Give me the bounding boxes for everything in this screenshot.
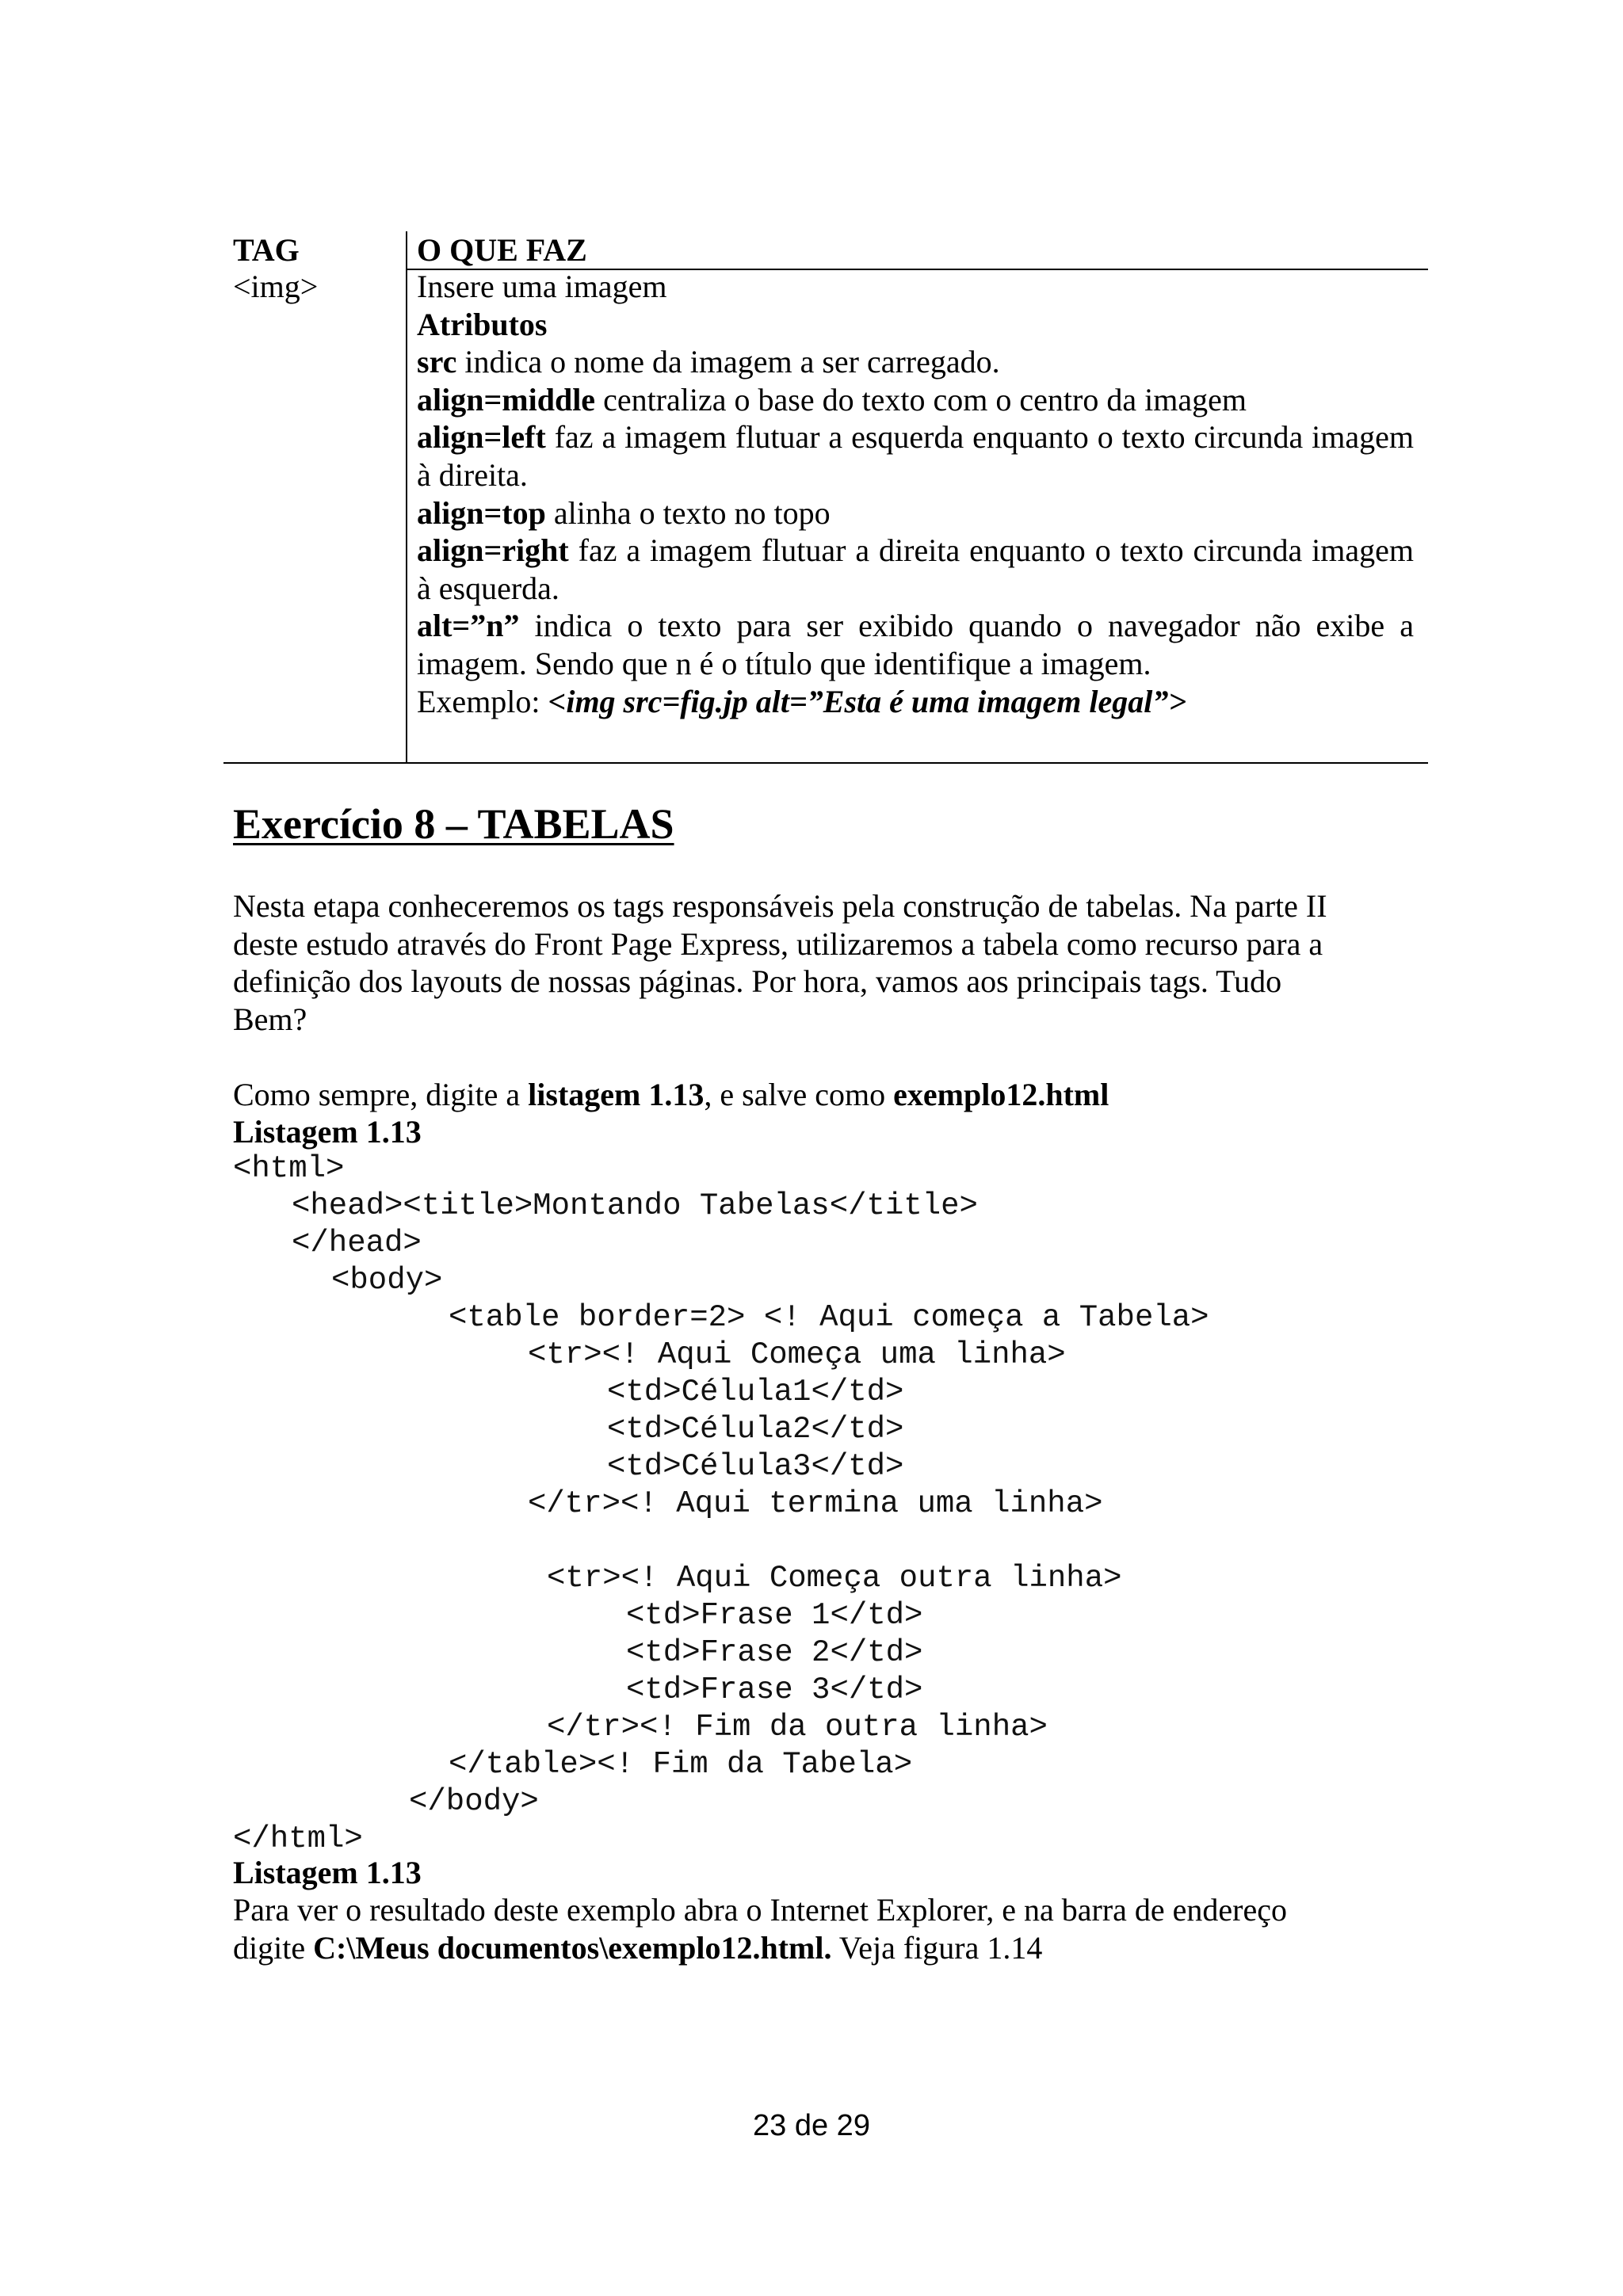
attribute-align-right: align=right faz a imagem flutuar a direita enquanto o texto circunda imagem à esquerda. bbox=[417, 532, 1414, 606]
code-line: </table><! Fim da Tabela> bbox=[449, 1747, 913, 1782]
code-line: <tr><! Aqui Começa outra linha> bbox=[547, 1561, 1122, 1596]
code-line: </html> bbox=[233, 1821, 363, 1856]
code-line: <head><title>Montando Tabelas</title> bbox=[292, 1188, 978, 1223]
page-number: 23 de 29 bbox=[753, 2109, 870, 2142]
code-line: </head> bbox=[292, 1226, 422, 1261]
intro-paragraph bbox=[233, 887, 1390, 1038]
intro-line: definição dos layouts de nossas páginas. Por hora, vamos aos principais tags. Tudo bbox=[233, 963, 1282, 999]
intro-line: Bem? bbox=[233, 1001, 307, 1037]
table-cell-tag: <img> bbox=[233, 269, 319, 304]
code-line: <body> bbox=[331, 1263, 443, 1298]
listing-label-bottom: Listagem 1.13 bbox=[233, 1855, 422, 1890]
attribute-align-top: align=top alinha o texto no topo bbox=[417, 494, 831, 531]
instruction-line: Como sempre, digite a listagem 1.13, e salve como exemplo12.html bbox=[233, 1077, 1109, 1112]
attribute-align-middle: align=middle centraliza o base do texto com o centro da imagem bbox=[417, 381, 1247, 418]
code-line: <td>Célula1</td> bbox=[607, 1375, 904, 1409]
code-line: <td>Frase 2</td> bbox=[626, 1635, 923, 1670]
intro-line: deste estudo através do Front Page Express, utilizaremos a tabela como recurso para a bbox=[233, 925, 1323, 962]
table-column-divider bbox=[406, 231, 407, 762]
tag-description: Insere uma imagem bbox=[417, 269, 667, 304]
attribute-src: src indica o nome da imagem a ser carregado. bbox=[417, 344, 1000, 380]
code-line: </tr><! Aqui termina uma linha> bbox=[528, 1486, 1103, 1521]
code-line: </body> bbox=[409, 1784, 539, 1819]
code-line: <td>Célula3</td> bbox=[607, 1449, 904, 1484]
code-line: <td>Frase 1</td> bbox=[626, 1598, 923, 1633]
attributes-title: Atributos bbox=[417, 306, 548, 342]
result-line: Para ver o resultado deste exemplo abra o Internet Explorer, e na barra de endereço bbox=[233, 1892, 1287, 1928]
intro-line: Nesta etapa conheceremos os tags responsáveis pela construção de tabelas. Na parte II bbox=[233, 888, 1327, 924]
code-line: <html> bbox=[233, 1151, 345, 1186]
tag-reference-table bbox=[223, 231, 1428, 764]
code-line: <td>Frase 3</td> bbox=[626, 1672, 923, 1707]
tag-example: Exemplo: <img src=fig.jp alt=”Esta é uma imagem legal”> bbox=[417, 683, 1187, 719]
section-heading: Exercício 8 – TABELAS bbox=[233, 800, 674, 848]
result-paragraph bbox=[233, 1891, 1390, 1966]
code-line: <td>Célula2</td> bbox=[607, 1412, 904, 1447]
attribute-alt: alt=”n” indica o texto para ser exibido quando o navegador não exibe a imagem. Sendo que n é o título que identifique a imagem. bbox=[417, 608, 1414, 681]
attribute-align-left: align=left faz a imagem flutuar a esquerda enquanto o texto circunda imagem à direita. bbox=[417, 419, 1414, 493]
code-line: <table border=2> <! Aqui começa a Tabela> bbox=[449, 1300, 1209, 1335]
listing-label: Listagem 1.13 bbox=[233, 1114, 422, 1150]
result-line: digite C:\Meus documentos\exemplo12.html. Veja figura 1.14 bbox=[233, 1929, 1043, 1966]
table-cell-description bbox=[417, 268, 1414, 720]
table-header-tag: TAG bbox=[233, 232, 300, 268]
table-header-what: O QUE FAZ bbox=[417, 232, 587, 268]
code-line: </tr><! Fim da outra linha> bbox=[547, 1710, 1048, 1745]
code-line: <tr><! Aqui Começa uma linha> bbox=[528, 1337, 1066, 1372]
